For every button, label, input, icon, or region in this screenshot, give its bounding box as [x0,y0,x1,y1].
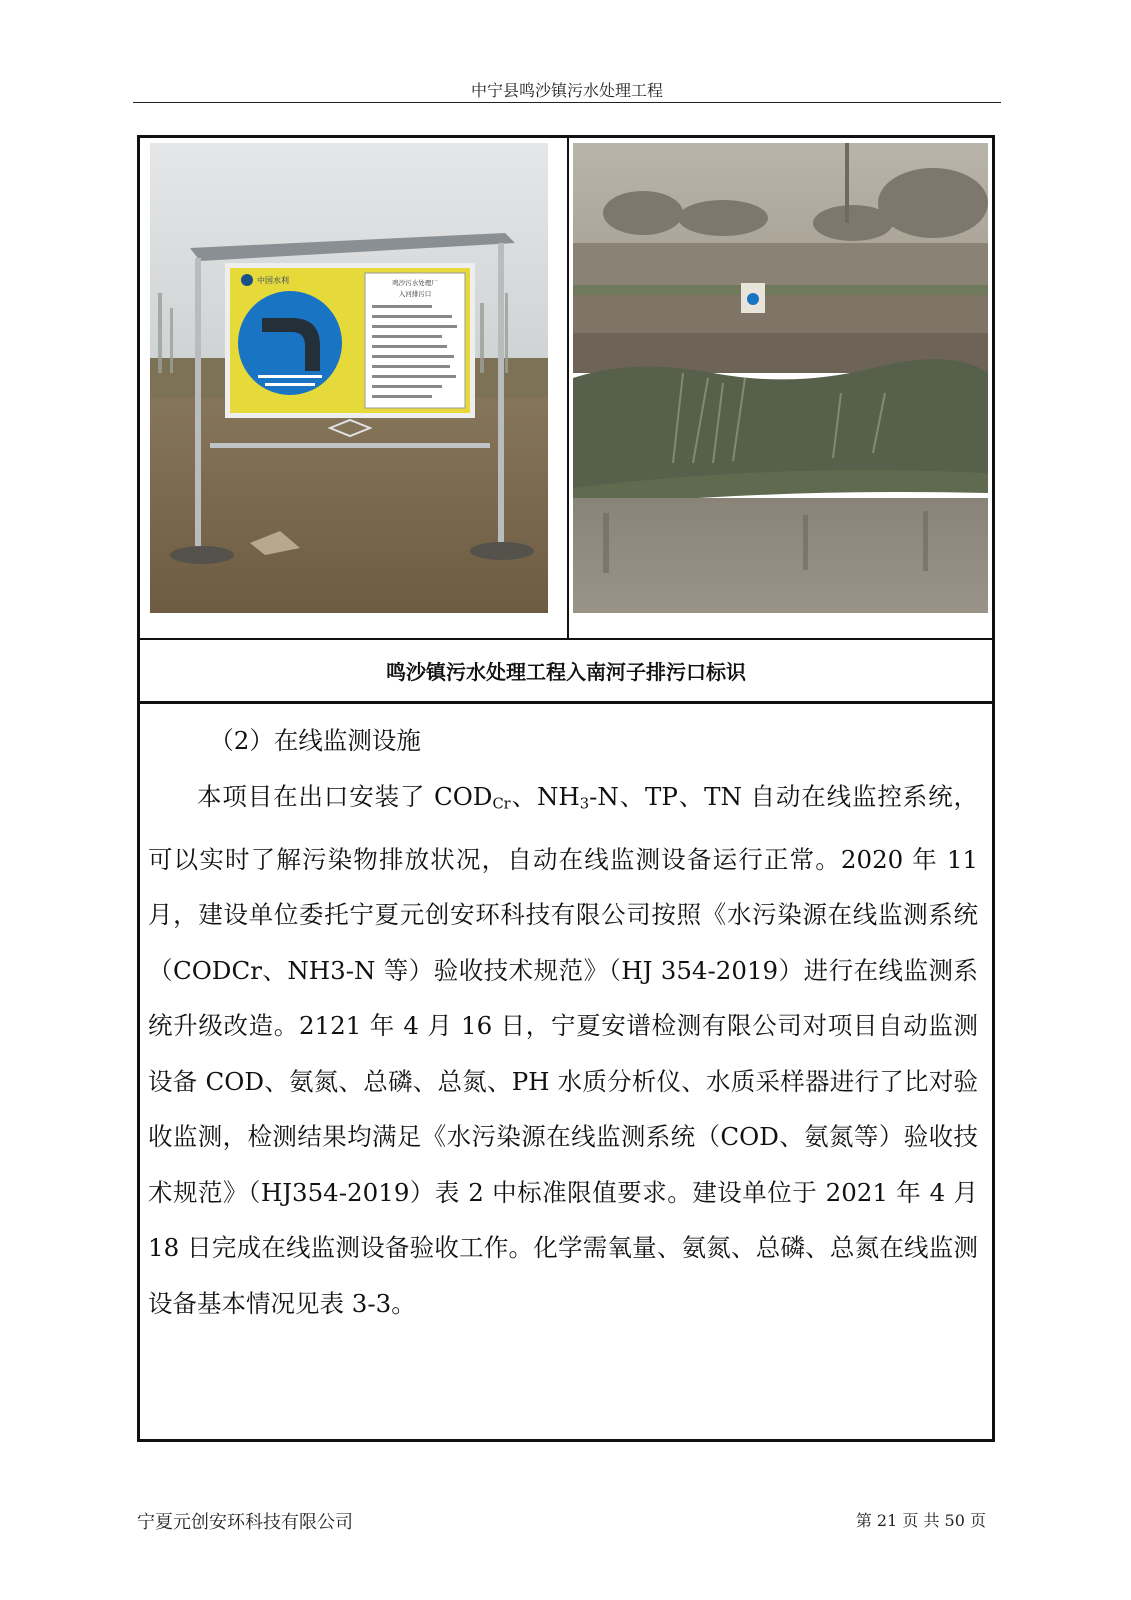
footer-page-number: 第 21 页 共 50 页 [855,1511,986,1530]
section-paragraph: 本项目在出口安装了 $COD_{Cr}$、$NH_3-N$、TP、TN 自动在线监控系统，可以实时了解污染物排放状况，自动在线监测设备运行正常。2020 年 11 月，建设单位委托宁夏元创安环科技有限公司按照《水污染源在线监测系统（CODCr、NH3-N 等）验收技术规范》（HJ 354-2019）进行在线监测系统升级改造。2121 年 4 月 16 日，宁夏安谱检测有限公司对项目自动监测设备 COD、氨氮、总磷、总氮、PH 水质分析仪、水质采样器进行了比对验收监测，检测结果均满足《水污染源在线监测系统（COD、氨氮等）验收技术规范》（HJ354-2019）表 2 中标准限值要求。建设单位于 2021 年 4 月 18 日完成在线监测设备验收工作。化学需氧量、氨氮、总磷、总氮在线监测设备基本情况见表 3-3。 [148,781,978,1318]
page-header-title: 中宁县鸣沙镇污水处理工程 [470,81,663,100]
sign-title-line1: 鸣沙污水处理厂 [392,279,438,287]
photo-caption: 鸣沙镇污水处理工程入南河子排污口标识 [140,640,992,704]
sign-title-line2: 入河排污口 [398,290,432,298]
section-subheading: （2）在线监测设施 [209,726,421,755]
sign-brand: 中国水利 [257,276,289,285]
header-rule [133,102,1001,103]
photo-row [140,138,992,640]
document-table [137,135,995,1442]
outfall-river-photo [573,143,988,613]
photo-divider [567,138,569,638]
section-body [148,713,978,1331]
footer-company: 宁夏元创安环科技有限公司 [137,1512,353,1533]
outfall-sign-photo [150,143,548,613]
